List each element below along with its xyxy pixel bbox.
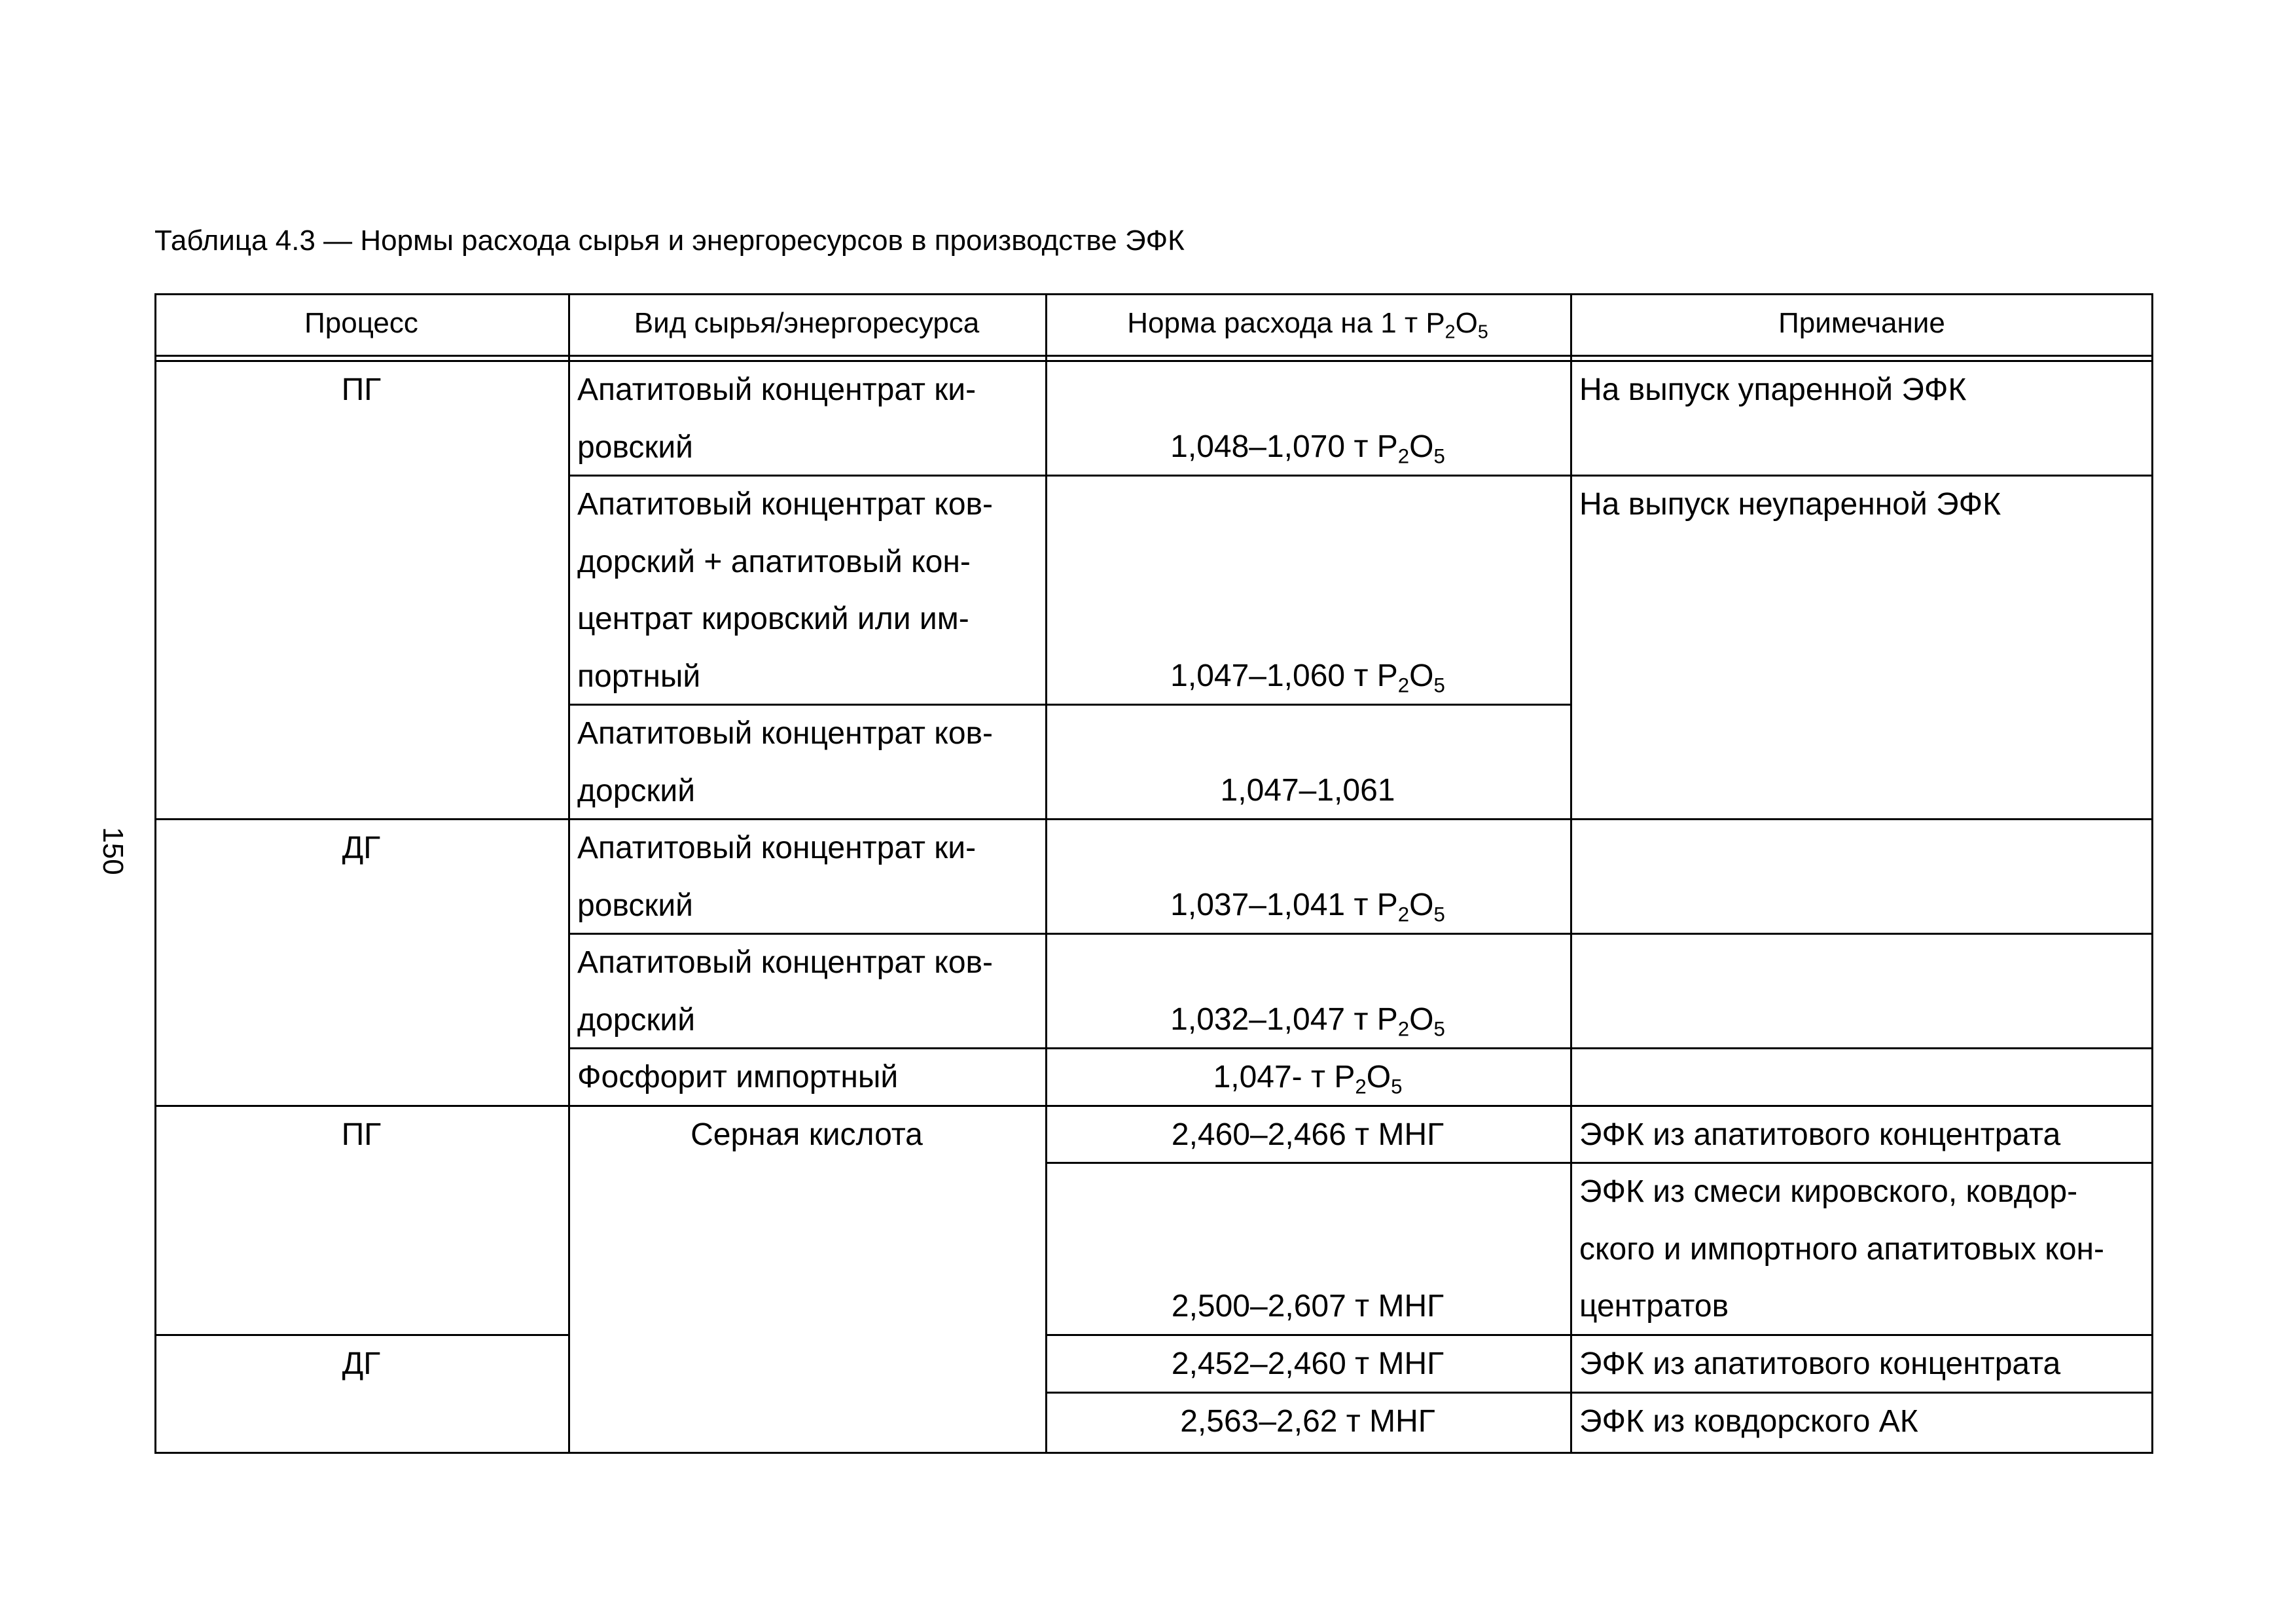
material-line: дорский + апатитовый кон-: [577, 544, 971, 579]
subscript: 2: [1444, 321, 1456, 343]
norm-value: 2,500–2,607 т МНГ: [1171, 1289, 1444, 1324]
unit: О: [1409, 659, 1434, 693]
material-cell: Фосфорит импортный: [577, 1060, 899, 1094]
unit: О: [1409, 429, 1434, 464]
unit: т Р: [1354, 659, 1398, 693]
unit: т Р: [1311, 1060, 1355, 1094]
material-line: ровский: [577, 429, 693, 465]
subscript: 5: [1433, 674, 1445, 697]
table-border-top: [154, 293, 2153, 295]
unit: т Р: [1354, 429, 1398, 464]
subscript: 5: [1433, 444, 1445, 468]
material-line: Апатитовый концентрат ки-: [577, 372, 977, 407]
header-process: Процесс: [304, 307, 418, 339]
subscript: 2: [1397, 674, 1410, 697]
note-line: ЭФК из смеси кировского, ковдор-: [1579, 1174, 2078, 1209]
norm-value: 1,047–1,061: [1220, 773, 1395, 808]
header-note: Примечание: [1778, 307, 1945, 339]
subscript: 5: [1433, 903, 1445, 926]
note-cell: ЭФК из апатитового концентрата: [1579, 1117, 2061, 1152]
material-cell: [568, 820, 1045, 934]
material-cell: [568, 476, 1045, 705]
material-cell: [568, 705, 1045, 820]
unit: т Р: [1354, 1002, 1398, 1037]
material-line: дорский: [577, 1002, 696, 1038]
norm-value: [1045, 876, 1570, 934]
subscript: 2: [1397, 903, 1410, 926]
note-line: центратов: [1579, 1289, 1729, 1324]
header-norm-text: Норма расхода на 1 т Р: [1127, 307, 1445, 339]
material-cell: [568, 934, 1045, 1049]
norm-value: [1045, 647, 1570, 705]
subscript: 5: [1391, 1075, 1403, 1098]
unit: О: [1409, 1002, 1434, 1037]
subscript: 5: [1477, 321, 1488, 343]
note-cell: На выпуск неупаренной ЭФК: [1579, 487, 2001, 522]
note-line: ского и импортного апатитовых кон-: [1579, 1231, 2105, 1267]
note-cell: На выпуск упаренной ЭФК: [1579, 372, 1967, 407]
unit: О: [1366, 1060, 1391, 1094]
material-line: портный: [577, 659, 701, 694]
note-cell: ЭФК из апатитового концентрата: [1579, 1346, 2061, 1381]
process-dg-2: ДГ: [342, 1346, 381, 1381]
process-pg-2: ПГ: [341, 1117, 382, 1152]
note-cell: ЭФК из ковдорского АК: [1579, 1404, 1918, 1439]
process-pg-1: ПГ: [341, 372, 382, 407]
material-cell: [568, 361, 1045, 476]
table-caption: Таблица 4.3 — Нормы расхода сырья и энергоресурсов в производстве ЭФК: [154, 225, 1185, 257]
subscript: 2: [1397, 444, 1410, 468]
subscript: 5: [1433, 1017, 1445, 1041]
material-line: Апатитовый концентрат ков-: [577, 716, 993, 751]
subscript: 2: [1397, 1017, 1410, 1041]
unit: О: [1409, 888, 1434, 922]
subscript: 2: [1355, 1075, 1367, 1098]
norm-value: [1045, 1049, 1570, 1106]
norm-number: 1,032–1,047: [1170, 1002, 1346, 1037]
material-line: Апатитовый концентрат ков-: [577, 945, 993, 980]
material-line: Апатитовый концентрат ки-: [577, 831, 977, 865]
norm-value: [1045, 418, 1570, 476]
table-border-bottom: [154, 1452, 2153, 1454]
material-line: дорский: [577, 773, 696, 808]
norms-table: [154, 293, 2153, 1454]
norm-value: 2,452–2,460 т МНГ: [1171, 1346, 1444, 1381]
material-line: Апатитовый концентрат ков-: [577, 487, 993, 522]
header-separator: [154, 355, 2153, 357]
norm-value: 2,460–2,466 т МНГ: [1171, 1117, 1444, 1152]
process-dg-1: ДГ: [342, 831, 381, 865]
header-norm: [1045, 305, 1570, 342]
page-number: 150: [97, 827, 129, 875]
norm-number: 1,048–1,070: [1170, 429, 1346, 464]
material-line: ровский: [577, 888, 693, 923]
norm-number: 1,047-: [1213, 1060, 1302, 1094]
norm-value: [1045, 991, 1570, 1049]
unit: т Р: [1354, 888, 1398, 922]
header-material: Вид сырья/энергоресурса: [634, 307, 980, 339]
material-line: центрат кировский или им-: [577, 602, 969, 637]
header-norm-mid: О: [1455, 307, 1478, 339]
note-cell: [1570, 1163, 2153, 1335]
norm-value: 2,563–2,62 т МНГ: [1180, 1404, 1435, 1439]
norm-number: 1,047–1,060: [1170, 659, 1346, 693]
norm-number: 1,037–1,041: [1170, 888, 1346, 922]
material-cell-sulfuric-acid: Серная кислота: [691, 1117, 923, 1152]
